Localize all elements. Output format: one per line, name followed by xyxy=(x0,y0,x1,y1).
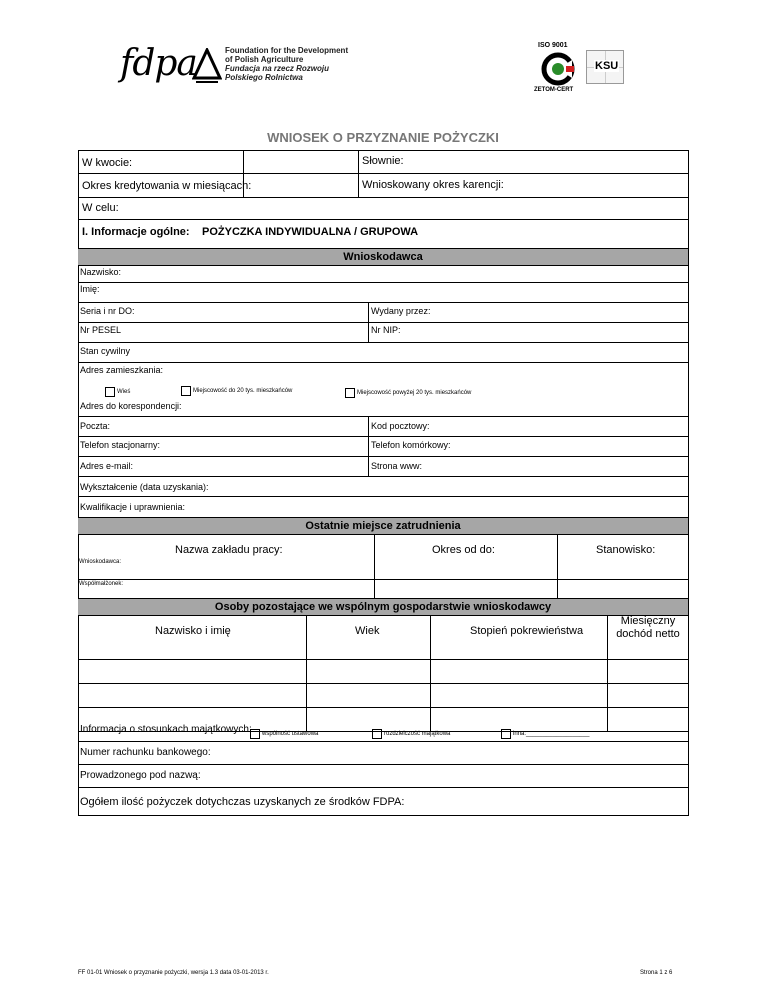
rule xyxy=(78,787,688,788)
household-band: Osoby pozostające we wspólnym gospodarstwie wnioskodawcy xyxy=(78,598,688,616)
website-label: Strona www: xyxy=(371,461,423,471)
checkbox-other-property-label: inna:___________________ xyxy=(513,731,590,737)
checkbox-town-under-20k[interactable] xyxy=(181,386,292,397)
checkbox-town-under-20k-label: Miejscowość do 20 tys. mieszkańców xyxy=(193,388,293,394)
amount-label: W kwocie: xyxy=(82,157,133,169)
rule xyxy=(78,302,688,303)
frame-right xyxy=(688,150,689,816)
checkbox-village-label: Wieś xyxy=(117,389,131,395)
checkbox-joint-property[interactable] xyxy=(250,729,318,740)
rule xyxy=(358,150,359,197)
table-row xyxy=(78,659,688,660)
issued-by-label: Wydany przez: xyxy=(371,306,431,316)
rule xyxy=(78,579,688,580)
checkbox-box[interactable] xyxy=(372,729,382,739)
rule xyxy=(78,476,688,477)
rule xyxy=(430,616,431,731)
org-name-en-1: Foundation for the Development xyxy=(225,46,349,55)
iso-label: ISO 9001 xyxy=(538,42,568,49)
employment-band: Ostatnie miejsce zatrudnienia xyxy=(78,517,688,535)
checkbox-separate-property-label: rozdzielczość majątkowa xyxy=(384,731,451,737)
period-column: Okres od do: xyxy=(432,544,495,556)
rule xyxy=(78,815,688,816)
footer-document-id: FF 01-01 Wniosek o przyznanie pożyczki, wersja 1.3 data 03-01-2013 r. xyxy=(78,970,269,976)
household-relation-column: Stopień pokrewieństwa xyxy=(470,625,584,637)
pesel-label: Nr PESEL xyxy=(80,325,122,335)
rule xyxy=(607,616,608,731)
rule xyxy=(78,436,688,437)
checkbox-town-over-20k-label: Miejscowość powyżej 20 tys. mieszkańców xyxy=(357,390,472,396)
total-loans-label: Ogółem ilość pożyczek dotychczas uzyskanych ze środków FDPA: xyxy=(80,796,405,808)
rule xyxy=(78,197,688,198)
footer-page-number: Strona 1 z 6 xyxy=(640,970,673,976)
position-column: Stanowisko: xyxy=(596,544,656,556)
row-spouse-label: Współmałżonek: xyxy=(79,581,124,587)
email-label: Adres e-mail: xyxy=(80,461,134,471)
fdpa-org-name xyxy=(225,46,348,82)
ksu-logo xyxy=(586,50,624,84)
fdpa-logo-text: fdpa xyxy=(120,43,197,84)
checkbox-box[interactable] xyxy=(105,387,115,397)
household-income-line2: dochód netto xyxy=(616,628,680,640)
checkbox-box[interactable] xyxy=(250,729,260,739)
zetom-cert-icon xyxy=(538,52,578,86)
checkbox-village[interactable] xyxy=(105,387,130,398)
mobile-label: Telefon komórkowy: xyxy=(371,440,451,450)
residence-address-label: Adres zamieszkania: xyxy=(80,365,164,375)
org-name-pl-2: Polskiego Rolnictwa xyxy=(225,73,303,82)
checkbox-other-property[interactable] xyxy=(501,729,589,740)
rule xyxy=(78,342,688,343)
rule xyxy=(78,322,688,323)
post-office-label: Poczta: xyxy=(80,421,111,431)
landline-label: Telefon stacjonarny: xyxy=(80,440,161,450)
rule xyxy=(78,362,688,363)
rule xyxy=(368,416,369,476)
household-income-column xyxy=(608,615,688,641)
loan-period-label: Okres kredytowania w miesiącach: xyxy=(82,180,252,192)
rule xyxy=(78,456,688,457)
education-label: Wykształcenie (data uzyskania): xyxy=(80,482,209,492)
ksu-label: KSU xyxy=(595,60,619,72)
org-name-en-2: of Polish Agriculture xyxy=(225,55,304,64)
checkbox-town-over-20k[interactable] xyxy=(345,388,471,399)
fdpa-logo-mark-icon xyxy=(192,48,222,84)
postal-code-label: Kod pocztowy: xyxy=(371,421,430,431)
rule xyxy=(78,741,688,742)
amount-words-label: Słownie: xyxy=(362,155,404,167)
qualifications-label: Kwalifikacje i uprawnienia: xyxy=(80,502,186,512)
table-row xyxy=(78,707,688,708)
fdpa-logo xyxy=(120,44,220,88)
employer-column: Nazwa zakładu pracy: xyxy=(175,544,283,556)
rule xyxy=(78,173,688,174)
table-row xyxy=(78,683,688,684)
marital-status-label: Stan cywilny xyxy=(80,346,131,356)
first-name-label: Imię: xyxy=(80,284,100,294)
loan-type: POŻYCZKA INDYWIDUALNA / GRUPOWA xyxy=(202,226,419,238)
applicant-band: Wnioskodawca xyxy=(78,248,688,266)
org-name-pl-1: Fundacja na rzecz Rozwoju xyxy=(225,64,330,73)
correspondence-address-label: Adres do korespondencji: xyxy=(80,401,182,411)
rule xyxy=(557,535,558,599)
household-name-column: Nazwisko i imię xyxy=(155,625,231,637)
nip-label: Nr NIP: xyxy=(371,325,401,335)
surname-label: Nazwisko: xyxy=(80,267,122,277)
id-number-label: Seria i nr DO: xyxy=(80,306,135,316)
account-holder-label: Prowadzonego pod nazwą: xyxy=(80,770,201,781)
bank-account-label: Numer rachunku bankowego: xyxy=(80,747,211,758)
rule xyxy=(78,150,688,151)
cert-label: ZETOM-CERT xyxy=(534,87,574,93)
section-general-info-label: I. Informacje ogólne: xyxy=(82,226,190,238)
household-age-column: Wiek xyxy=(355,625,380,637)
checkbox-box[interactable] xyxy=(501,729,511,739)
rule xyxy=(368,302,369,342)
rule xyxy=(306,616,307,731)
checkbox-box[interactable] xyxy=(345,388,355,398)
purpose-label: W celu: xyxy=(82,202,119,214)
checkbox-separate-property[interactable] xyxy=(372,729,450,740)
row-applicant-label: Wnioskodawca: xyxy=(79,559,122,565)
iso-cert-logo xyxy=(530,40,590,100)
rule xyxy=(78,496,688,497)
page-title: WNIOSEK O PRZYZNANIE POŻYCZKI xyxy=(267,130,499,145)
property-relations-label: Informacja o stosunkach majątkowych: xyxy=(80,724,252,735)
rule xyxy=(78,416,688,417)
household-income-line1: Miesięczny xyxy=(620,615,676,627)
rule xyxy=(78,219,688,220)
rule xyxy=(78,764,688,765)
checkbox-joint-property-label: wspólność ustawowa xyxy=(262,731,319,737)
rule xyxy=(78,282,688,283)
grace-period-label: Wnioskowany okres karencji: xyxy=(362,179,504,191)
rule xyxy=(374,535,375,599)
checkbox-box[interactable] xyxy=(181,386,191,396)
